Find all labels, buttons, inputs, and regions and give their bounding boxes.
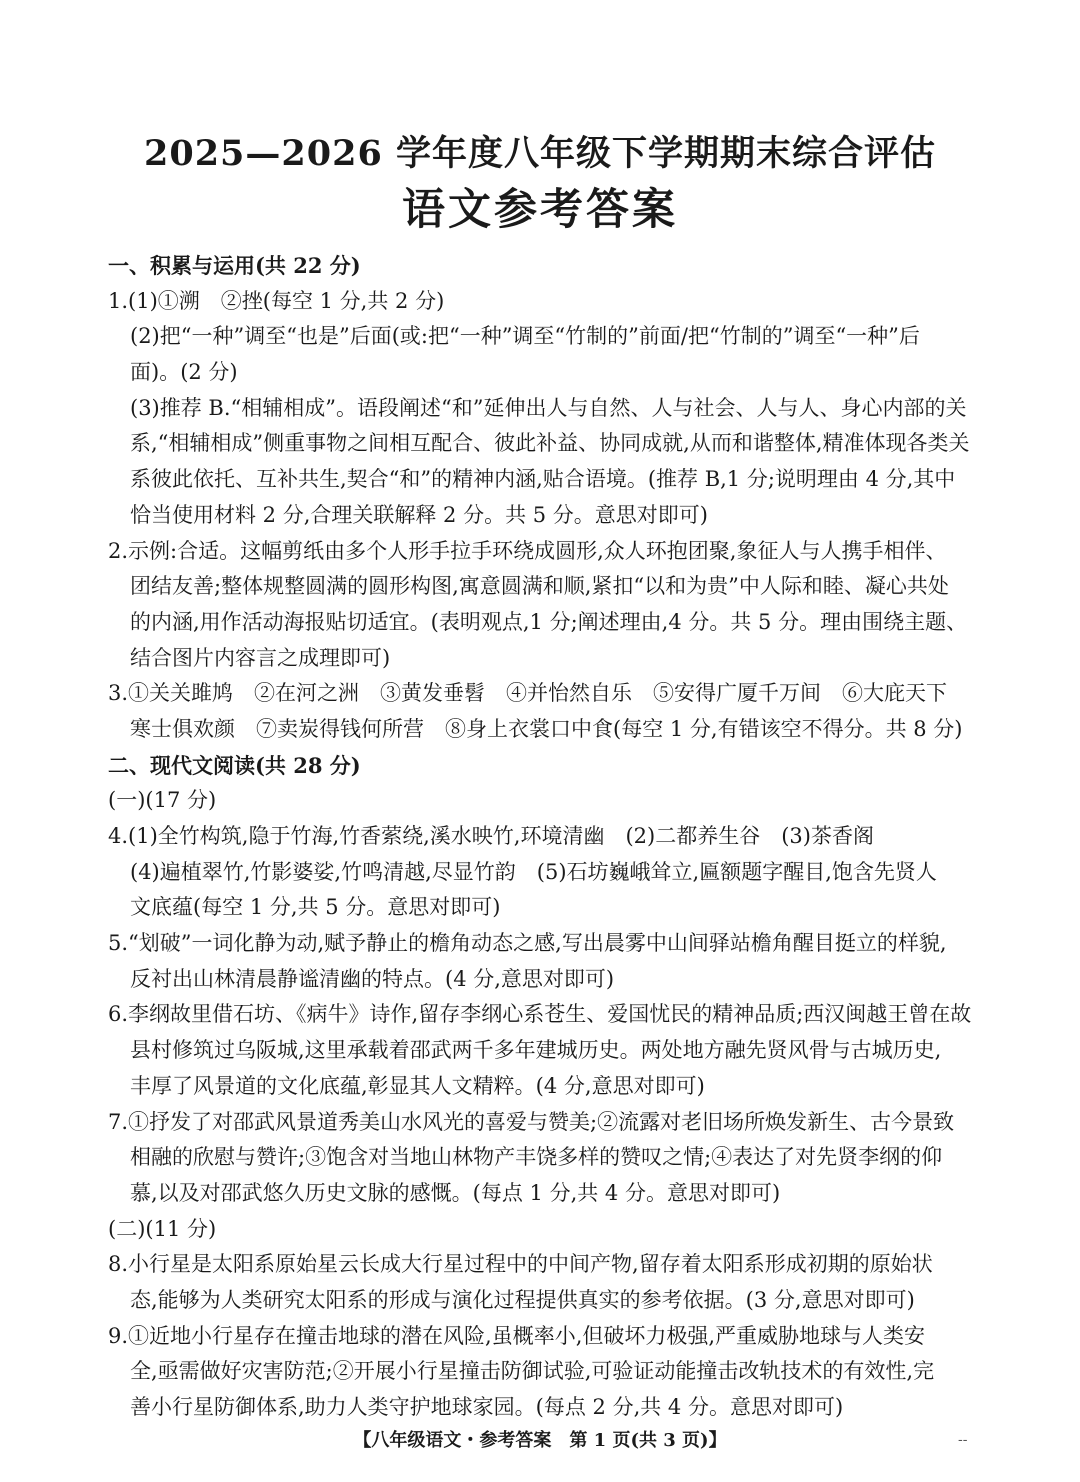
answer-line: 反衬出山林清晨静谧清幽的特点。(4 分,意思对即可) (130, 966, 615, 991)
document-subtitle: 语文参考答案 (402, 185, 678, 235)
answer-line: 恰当使用材料 2 分,合理关联解释 2 分。共 5 分。意思对即可) (130, 502, 709, 527)
answer-line: 6.李纲故里借石坊、《病牛》诗作,留存李纲心系苍生、爱国忧民的精神品质;西汉闽越王曾在故 (108, 1002, 972, 1027)
answer-line: 2.示例:合适。这幅剪纸由多个人形手拉手环绕成圆形,众人环抱团聚,象征人与人携手相伴、 (108, 538, 947, 563)
answer-line: (2)把“一种”调至“也是”后面(或:把“一种”调至“竹制的”前面/把“竹制的”调至“一种”后 (130, 324, 920, 349)
answer-line: (3)推荐 B.“相辅相成”。语段阐述“和”延伸出人与自然、人与社会、人与人、身心内部的关 (130, 395, 967, 420)
answer-line: (二)(11 分) (108, 1216, 217, 1241)
section-heading: 二、现代文阅读(共 28 分) (108, 752, 361, 778)
answer-line: 8.小行星是太阳系原始星云长成大行星过程中的中间产物,留存着太阳系形成初期的原始状 (108, 1252, 933, 1277)
answer-line: 寒士俱欢颜 ⑦卖炭得钱何所营 ⑧身上衣裳口中食(每空 1 分,有错该空不得分。共 8 分) (130, 716, 963, 741)
answer-line: 系彼此依托、互补共生,契合“和”的精神内涵,贴合语境。(推荐 B,1 分;说明理由 4 分,其中 (130, 467, 956, 492)
answer-line: 相融的欣慰与赞许;③饱含对当地山林物产丰饶多样的赞叹之情;④表达了对先贤李纲的仰 (130, 1145, 943, 1170)
answer-line: 态,能够为人类研究太阳系的形成与演化过程提供真实的参考依据。(3 分,意思对即可) (130, 1287, 915, 1312)
answer-line: 9.①近地小行星存在撞击地球的潜在风险,虽概率小,但破坏力极强,严重威胁地球与人类安 (108, 1323, 926, 1348)
answer-line: 结合图片内容言之成理即可) (130, 645, 391, 670)
answer-line: 县村修筑过乌阪城,这里承载着邵武两千多年建城历史。两处地方融先贤风骨与古城历史, (130, 1038, 942, 1063)
answer-line: 的内涵,用作活动海报贴切适宜。(表明观点,1 分;阐述理由,4 分。共 5 分。理由围绕主题、 (130, 609, 968, 634)
answer-body (108, 248, 990, 1426)
answer-line: 7.①抒发了对邵武风景道秀美山水风光的喜爱与赞美;②流露对老旧场所焕发新生、古今景致 (108, 1109, 955, 1134)
answer-line: 系,“相辅相成”侧重事物之间相互配合、彼此补益、协同成就,从而和谐整体,精准体现各类关 (130, 431, 970, 456)
answer-line: 1.(1)①溯 ②挫(每空 1 分,共 2 分) (108, 288, 445, 313)
answer-line: 善小行星防御体系,助力人类守护地球家园。(每点 2 分,共 4 分。意思对即可) (130, 1395, 844, 1419)
answer-line: 慕,以及对邵武悠久历史文脉的感慨。(每点 1 分,共 4 分。意思对即可) (130, 1180, 781, 1205)
section-heading: 一、积累与运用(共 22 分) (108, 253, 361, 278)
answer-line: 3.①关关雎鸠 ②在河之洲 ③黄发垂髫 ④并怡然自乐 ⑤安得广厦千万间 ⑥大庇天下 (108, 681, 948, 706)
corner-mark: -- (958, 1432, 968, 1448)
answer-line: 4.(1)全竹构筑,隐于竹海,竹香萦绕,溪水映竹,环境清幽 (2)二都养生谷 (3)茶香阁 (108, 824, 874, 848)
answer-line: 面)。(2 分) (130, 360, 238, 385)
page-footer: 【八年级语文・参考答案 第 1 页(共 3 页)】 (353, 1430, 727, 1451)
answer-line: 丰厚了风景道的文化底蕴,彰显其人文精粹。(4 分,意思对即可) (130, 1073, 705, 1098)
answer-line: 文底蕴(每空 1 分,共 5 分。意思对即可) (130, 895, 501, 920)
answer-line: 团结友善;整体规整圆满的圆形构图,寓意圆满和顺,紧扣“以和为贵”中人际和睦、凝心共处 (130, 574, 949, 599)
answer-line: (4)遍植翠竹,竹影婆娑,竹鸣清越,尽显竹韵 (5)石坊巍峨耸立,匾额题字醒目,饱含先贤人 (130, 859, 937, 884)
document-title: 2025—2026 学年度八年级下学期期末综合评估 (143, 133, 936, 174)
answer-line: 全,亟需做好灾害防范;②开展小行星撞击防御试验,可验证动能撞击改轨技术的有效性,完 (130, 1359, 935, 1384)
answer-line: 5.“划破”一词化静为动,赋予静止的檐角动态之感,写出晨雾中山间驿站檐角醒目挺立的样貌, (108, 931, 947, 956)
answer-line: (一)(17 分) (108, 788, 217, 813)
